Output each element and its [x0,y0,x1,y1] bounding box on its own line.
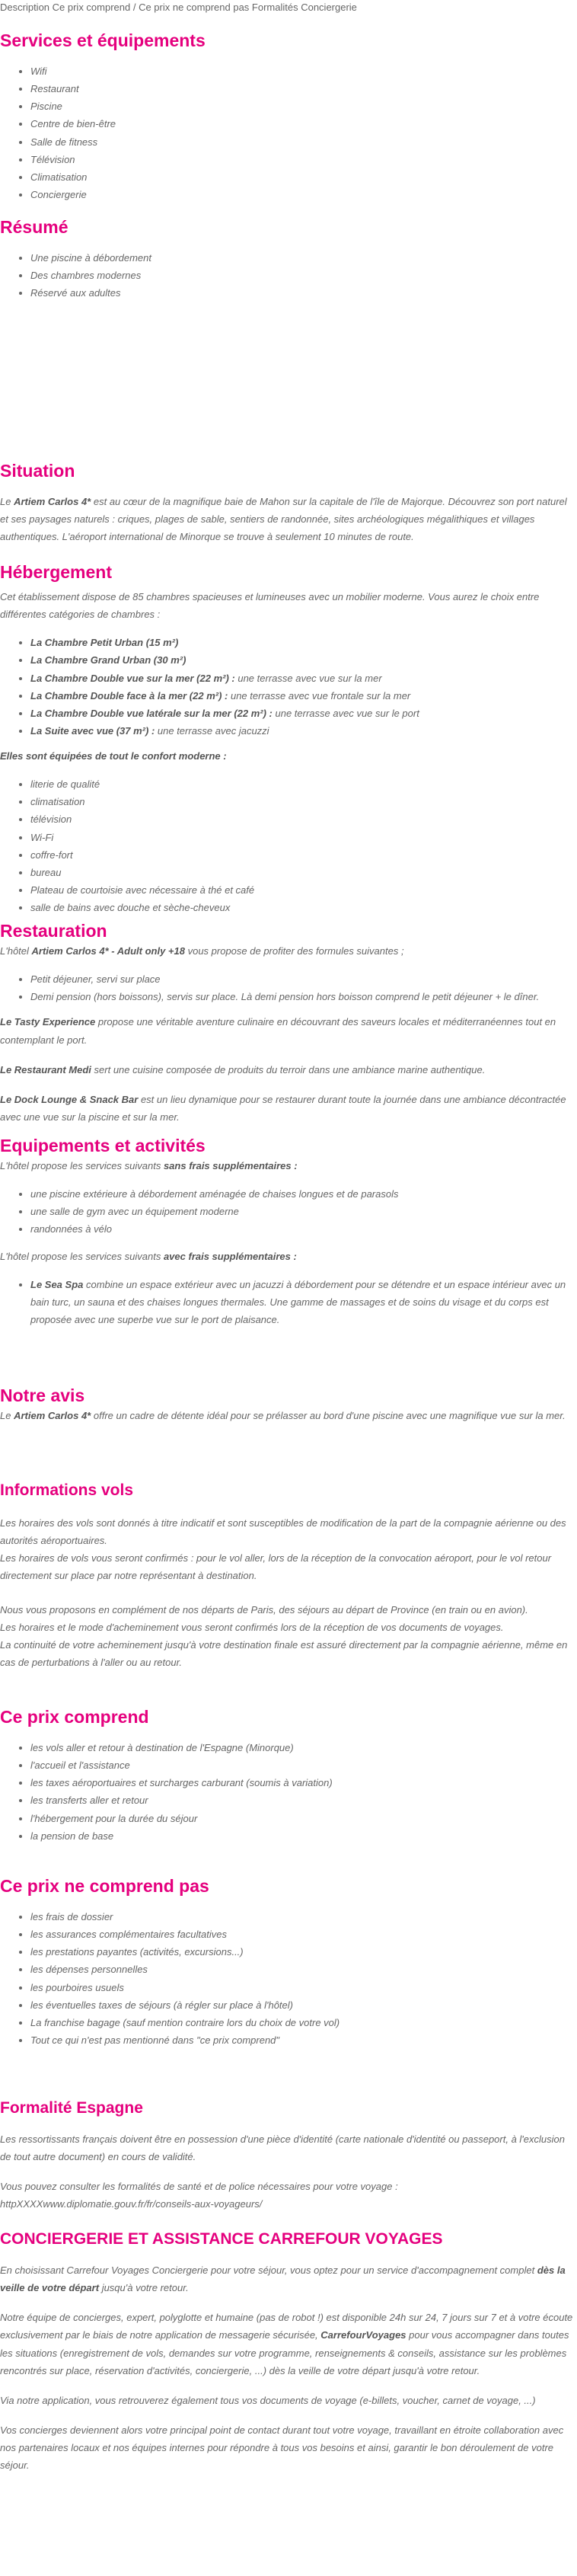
vols-p3: Nous vous proposons en complément de nos départs de Paris, des séjours au départ de Province (en train ou en avion). [0,1603,528,1616]
restauration-section [0,919,577,1126]
list-item: • télévision [30,810,577,828]
list-item: • Climatisation [30,168,577,186]
restauration-hotel-name: Artiem Carlos 4* - Adult only +18 [31,945,185,957]
room-name: La Suite avec vue (37 m²) : [30,724,155,737]
conciergerie-p2-a: Notre équipe de concierges, expert, polyglotte et humaine (pas de robot !) est disponible 24h sur 24, 7 jours sur 7 et à votre écoute exclusivement par le biais de notre application de messagerie sécurisée, [0,2312,573,2341]
rooms-list [0,634,577,740]
situation-section [0,459,577,545]
conciergerie-p1-c: jusqu'à votre retour. [101,2282,189,2294]
list-item: • Plateau de courtoisie avec nécessaire à thé et café [30,881,577,899]
list-item: • les pourboires usuels [30,1979,577,1996]
restaurant-tasty-text: propose une véritable aventure culinaire en découvrant des saveurs locales et méditerranéennes tout en contemplant le port. [0,1016,556,1046]
restaurant-medi-name: Le Restaurant Medi [0,1063,91,1075]
list-item: • Conciergerie [30,186,577,203]
room-name: La Chambre Grand Urban (30 m²) [30,654,186,666]
list-item: • l'hébergement pour la durée du séjour [30,1810,577,1827]
avis-text [0,1407,577,1424]
formalite-p2: Vous pouvez consulter les formalités de santé et de police nécessaires pour votre voyage : [0,2181,398,2193]
restaurant-dock-text: est un lieu dynamique pour se restaurer durant toute la journée dans une ambiance décontractée avec une vue sur la piscine et sur la mer. [0,1093,566,1123]
comprend-title: Ce prix comprend [0,1707,149,1727]
avis-body: offre un cadre de détente idéal pour se prélasser au bord d'une piscine avec une magnifique vue sur la mer. [91,1410,566,1421]
avis-hotel-name: Artiem Carlos 4* [14,1410,91,1421]
top-description-line [0,0,577,15]
situation-hotel-name: Artiem Carlos 4* [14,496,91,507]
list-item: • salle de bains avec douche et sèche-cheveux [30,899,577,916]
room-name: La Chambre Double vue sur la mer (22 m²) : [30,672,235,684]
free-services-list [0,1185,577,1238]
situation-title: Situation [0,461,75,481]
formalite-p1: Les ressortissants français doivent être en possession d'une pièce d'identité (carte nationale d'identité ou passeport, à l'exclusion de tout autre document) en cours de validité. [0,2133,565,2163]
vols-section [0,1479,577,1671]
free-services-a: L'hôtel propose les services suivants [0,1160,161,1171]
conciergerie-p1 [0,2261,577,2296]
hebergement-title: Hébergement [0,562,112,582]
list-item: • Une piscine à débordement [30,249,577,267]
avis-lead: Le [0,1410,11,1421]
avis-title: Notre avis [0,1385,85,1405]
restaurant-dock-name: Le Dock Lounge & Snack Bar [0,1093,139,1105]
equipment-title-text: Elles sont équipées de tout le confort moderne : [0,750,227,762]
conciergerie-p4: Vos concierges deviennent alors votre principal point de contact durant tout votre voyage, travaillant en étroite collaboration avec nos partenaires locaux et nos équipes internes pour répondre à tous vos besoins et ainsi, garantir le bon déroulement de votre séjour. [0,2424,564,2472]
services-list [0,62,577,203]
situation-lead: Le [0,496,11,507]
hebergement-intro: Cet établissement dispose de 85 chambres spacieuses et lumineuses avec un mobilier moderne. Vous aurez le choix entre différentes catégories de chambres : [0,591,540,621]
conciergerie-app-name: CarrefourVoyages [320,2329,406,2341]
room-name: La Chambre Double face à la mer (22 m²) : [30,689,228,702]
list-item: • les transferts aller et retour [30,1791,577,1809]
room-item [30,670,577,687]
services-section [0,29,577,203]
room-item [30,651,577,669]
list-item: • coffre-fort [30,846,577,864]
formalite-section [0,2097,577,2213]
activites-section [0,1134,577,1328]
ne-comprend-section [0,1874,577,2049]
list-item: • les assurances complémentaires facultatives [30,1926,577,1943]
restaurant-tasty-name: Le Tasty Experience [0,1016,96,1028]
room-description: une terrasse avec jacuzzi [155,724,269,737]
list-item: • Réservé aux adultes [30,284,577,302]
list-item: • literie de qualité [30,775,577,793]
list-item: • les dépenses personnelles [30,1961,577,1978]
list-item: • une salle de gym avec un équipement moderne [30,1203,577,1220]
list-item: • Petit déjeuner, servi sur place [30,970,577,988]
restaurant-medi-text: sert une cuisine composée de produits du terroir dans une ambiance marine authentique. [91,1063,486,1075]
equipment-list [0,775,577,916]
list-item: • les prestations payantes (activités, excursions...) [30,1943,577,1961]
list-item: • Demi pension (hors boissons), servis sur place. Là demi pension hors boisson comprend le petit déjeuner + le dîner. [30,988,577,1005]
list-item: • les frais de dossier [30,1908,577,1926]
paid-services-list [0,1276,577,1328]
situation-text [0,493,577,545]
hebergement-section [0,561,577,916]
list-item: • Centre de bien-être [30,115,577,133]
spa-name: Le Sea Spa [30,1278,84,1290]
room-description: une terrasse avec vue sur la mer [234,672,382,684]
list-item: • les taxes aéroportuaires et surcharges carburant (soumis à variation) [30,1774,577,1791]
restauration-title: Restauration [0,921,107,941]
restauration-intro [0,942,577,960]
vols-p4: Les horaires et le mode d'acheminement vous seront confirmés lors de la réception de vos documents de voyages. [0,1621,504,1633]
restaurant-medi [0,1061,577,1079]
list-item: • Télévision [30,151,577,168]
conciergerie-p1-b: dès la veille de votre départ [0,2264,566,2294]
list-item: • Restaurant [30,80,577,97]
resume-list [0,249,577,302]
vols-p5: La continuité de votre acheminement jusqu'à votre destination finale est assuré directement par la compagnie aérienne, même en cas de perturbations à l'aller ou au retour. [0,1638,568,1668]
formalite-link: httpXXXXwww.diplomatie.gouv.fr/fr/conseils-aux-voyageurs/ [0,2198,263,2210]
paid-services-intro [0,1248,577,1265]
list-item: • La franchise bagage (sauf mention contraire lors du choix de votre vol) [30,2014,577,2031]
top-line-text: Description Ce prix comprend / Ce prix ne comprend pas Formalités Conciergerie [0,2,357,13]
formules-list [0,970,577,1005]
comprend-list [0,1739,577,1845]
conciergerie-p2-c: pour vous accompagner dans toutes les situations (enregistrement de vols, demandes sur votre programme, renseignements & conseils, assistance sur les problèmes rencontrés sur place, réservation d'activités, conciergerie, ...) dès la veille de votre départ jusqu'à votre retour. [0,2329,569,2376]
restauration-intro-a: L'hôtel [0,945,29,957]
resume-section [0,216,577,302]
list-item: • les éventuelles taxes de séjours (à régler sur place à l'hôtel) [30,1996,577,2014]
conciergerie-title: CONCIERGERIE ET ASSISTANCE CARREFOUR VOYAGES [0,2230,443,2248]
restaurant-dock [0,1091,577,1126]
room-description: une terrasse avec vue frontale sur la mer [228,689,411,702]
room-name: La Chambre Double vue latérale sur la mer (22 m²) : [30,707,273,719]
list-item: • Tout ce qui n'est pas mentionné dans "ce prix comprend" [30,2031,577,2049]
room-item [30,705,577,722]
room-item [30,634,577,651]
restaurant-tasty [0,1013,577,1048]
list-item: • Salle de fitness [30,133,577,151]
free-services-intro [0,1157,577,1175]
ne-comprend-title: Ce prix ne comprend pas [0,1876,209,1896]
restauration-intro-c: vous propose de profiter des formules suivantes ; [187,945,404,957]
vols-p2: Les horaires de vols vous seront confirmés : pour le vol aller, lors de la réception de la convocation aéroport, pour le vol retour directement sur place par notre représentant à destination. [0,1552,552,1582]
conciergerie-p2 [0,2309,577,2379]
conciergerie-section [0,2228,577,2474]
list-item: • la pension de base [30,1827,577,1845]
vols-title: Informations vols [0,1481,134,1499]
equipment-title [0,747,577,765]
list-item: • Wifi [30,62,577,80]
paid-services-b: avec frais supplémentaires : [163,1250,297,1262]
spa-text: combine un espace extérieur avec un jacuzzi à débordement pour se détendre et un espace intérieur avec un bain turc, un sauna et des chaises longues thermales. Une gamme de massages et de soins du visage et du corps est proposée avec une superbe vue sur le port de plaisance. [30,1278,566,1325]
list-item: • Wi-Fi [30,829,577,846]
list-item: • climatisation [30,793,577,810]
conciergerie-p3: Via notre application, vous retrouverez également tous vos documents de voyage (e-billets, voucher, carnet de voyage, ...) [0,2394,536,2406]
list-item: • l'accueil et l'assistance [30,1756,577,1774]
paid-services-a: L'hôtel propose les services suivants [0,1250,161,1262]
room-name: La Chambre Petit Urban (15 m²) [30,637,179,649]
list-item: • les vols aller et retour à destination de l'Espagne (Minorque) [30,1739,577,1756]
vols-p1: Les horaires des vols sont donnés à titre indicatif et sont susceptibles de modification de la part de la compagnie aérienne ou des autorités aéroportuaires. [0,1517,566,1547]
list-item: • Piscine [30,97,577,115]
conciergerie-p1-a: En choisissant Carrefour Voyages Conciergerie pour votre séjour, vous optez pour un service d'accompagnement complet [0,2264,535,2276]
free-services-b: sans frais supplémentaires : [163,1160,298,1171]
list-item: • Des chambres modernes [30,267,577,284]
situation-body: est au cœur de la magnifique baie de Mahon sur la capitale de l'île de Majorque. Découvrez son port naturel et ses paysages naturels : criques, plages de sable, sentiers de randonnée, sites archéologiques mégalithiques et villages authentiques. L'aéroport international de Minorque se trouve à seulement 10 minutes de route. [0,496,567,543]
room-description: une terrasse avec vue sur le port [272,707,419,719]
room-item [30,687,577,705]
list-item: • randonnées à vélo [30,1220,577,1238]
comprend-section [0,1705,577,1845]
activites-title: Equipements et activités [0,1136,206,1155]
room-item [30,722,577,740]
services-title: Services et équipements [0,30,206,50]
list-item: • bureau [30,864,577,881]
formalite-title: Formalité Espagne [0,2099,143,2117]
resume-title: Résumé [0,217,69,237]
avis-section [0,1384,577,1424]
ne-comprend-list [0,1908,577,2049]
list-item: • une piscine extérieure à débordement aménagée de chaises longues et de parasols [30,1185,577,1203]
list-item [30,1276,577,1328]
